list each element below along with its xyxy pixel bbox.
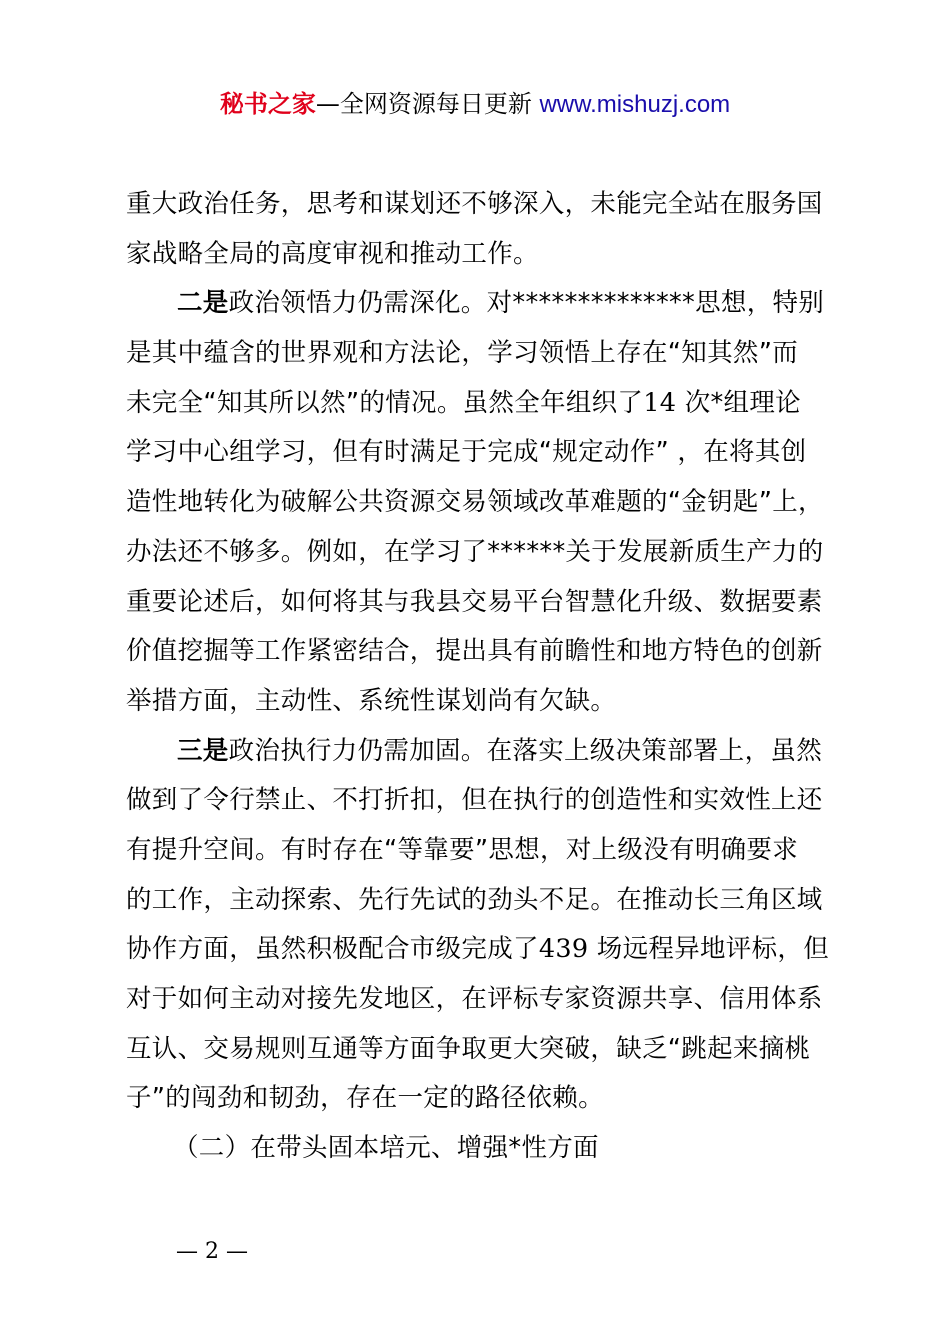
text-line: 重要论述后，如何将其与我县交易平台智慧化升级、数据要素: [126, 586, 823, 617]
text-line: 举措方面，主动性、系统性谋划尚有欠缺。: [126, 685, 617, 716]
site-slogan: —全网资源每日更新: [315, 90, 540, 118]
text-line: 学习中心组学习，但有时满足于完成“规定动作” ，在将其创: [126, 437, 807, 468]
text-line: 对于如何主动对接先发地区，在评标专家资源共享、信用体系: [126, 984, 823, 1014]
text-line: 价值挖掘等工作紧密结合，提出具有前瞻性和地方特色的创新: [126, 636, 823, 667]
site-header: [0, 86, 950, 123]
text-line: 家战略全局的高度审视和推动工作。: [126, 238, 539, 269]
paragraph-continuation: [126, 180, 842, 279]
text-line: [126, 727, 842, 777]
text-span: 次*组理论: [684, 387, 801, 418]
text-line: 是其中蕴含的世界观和方法论，学习领悟上存在“知其然”而: [126, 338, 799, 369]
page-number: — 2 —: [176, 1239, 248, 1264]
text-line: [126, 925, 842, 975]
text-line: 子”的闯劲和韧劲，存在一定的路径依赖。: [126, 1083, 604, 1114]
text-span: 场远程异地评标，但: [596, 934, 829, 965]
document-body: [126, 180, 842, 1174]
text-span: 政治执行力仍需加固。在落实上级决策部署上，虽然: [228, 735, 823, 766]
text-span: 未完全“知其所以然”的情况。虽然全年组织了: [126, 387, 644, 418]
text-span: 协作方面，虽然积极配合市级完成了: [126, 934, 539, 965]
text-line: 重大政治任务，思考和谋划还不够深入，未能完全站在服务国: [126, 189, 823, 219]
text-line: 有提升空间。有时存在“等靠要”思想，对上级没有明确要求: [126, 834, 799, 865]
paragraph-political-execution: [126, 727, 842, 1125]
text-line: 的工作，主动探索、先行先试的劲头不足。在推动长三角区域: [126, 884, 823, 915]
section-heading: （二）在带头固本培元、增强*性方面: [173, 1133, 599, 1164]
text-line: 造性地转化为破解公共资源交易领域改革难题的“金钥匙”上，: [126, 487, 824, 518]
number-span: 439: [538, 934, 589, 965]
paragraph-political-understanding: [126, 279, 842, 726]
site-url-link[interactable]: www.mishuzj.com: [539, 91, 731, 118]
paragraph-lead: 二是: [177, 288, 229, 319]
text-line: [126, 379, 842, 429]
paragraph-lead: 三是: [177, 735, 229, 766]
site-brand: 秘书之家: [219, 90, 316, 118]
text-line: 互认、交易规则互通等方面争取更大突破，缺乏“跳起来摘桃: [126, 1033, 811, 1064]
number-span: 14: [643, 387, 677, 418]
text-line: 办法还不够多。例如，在学习了******关于发展新质生产力的: [126, 536, 824, 567]
text-line: 做到了令行禁止、不打折扣，但在执行的创造性和实效性上还: [126, 785, 823, 816]
text-line: [126, 279, 842, 329]
text-span: 政治领悟力仍需深化。对**************思想，特别: [228, 288, 825, 319]
